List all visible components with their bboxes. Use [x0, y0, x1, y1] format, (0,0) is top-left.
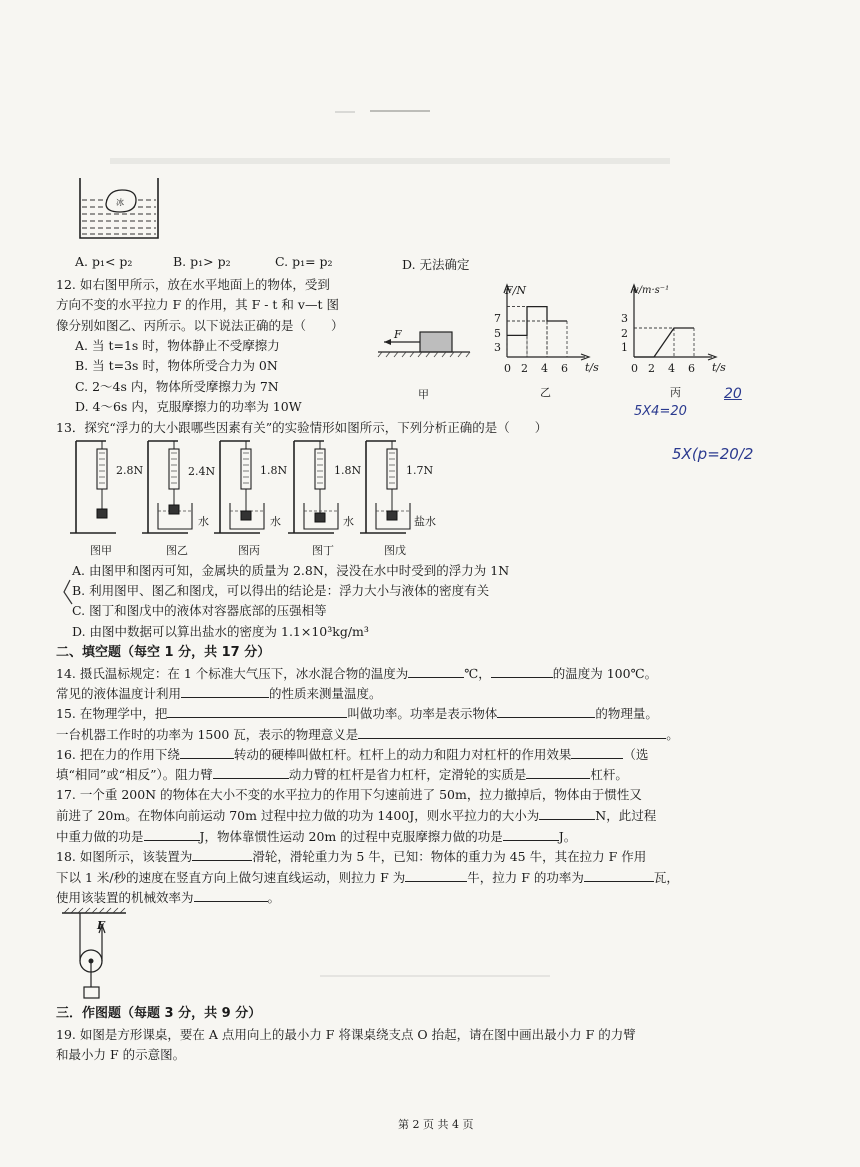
q17-text-3c: J。 — [558, 829, 577, 844]
q12-option-d: D. 4～6s 内，克服摩擦力的功率为 10W — [75, 399, 302, 414]
q18-text-3a: 使用该装置的机械效率为 — [56, 890, 194, 905]
answer-blank[interactable] — [571, 747, 623, 759]
yi-caption: 乙 — [540, 386, 551, 399]
q17-text-2b: N，此过程 — [595, 808, 657, 823]
answer-blank[interactable] — [358, 727, 666, 739]
metal-block — [241, 511, 251, 520]
bleed-mark — [110, 158, 670, 164]
pulley-force-label: F — [97, 919, 105, 932]
yi-xtick-6: 6 — [561, 362, 568, 375]
yi-xtick-2: 2 — [521, 362, 528, 375]
q18-line-2 — [56, 870, 679, 885]
answer-blank[interactable] — [144, 829, 200, 841]
q12-option-b: B. 当 t=3s 时，物体所受合力为 0N — [75, 358, 278, 373]
q15-text-1a: 15. 在物理学中，把 — [56, 706, 168, 721]
yi-ytick-3: 3 — [494, 341, 501, 354]
bleed-mark — [320, 975, 550, 977]
pulley-figure — [60, 907, 130, 1002]
yi-ytick-7: 7 — [494, 312, 501, 325]
q16-text-1b: 转动的硬棒叫做杠杆。杠杆上的动力和阻力对杠杆的作用效果 — [233, 747, 572, 762]
q18-text-2c: 瓦， — [653, 870, 679, 885]
answer-blank[interactable] — [503, 829, 559, 841]
liquid-ding: 水 — [343, 515, 354, 528]
q17-text-3a: 中重力做的功是 — [56, 829, 144, 844]
bing-xtick-2: 2 — [648, 362, 655, 375]
q14-text-2a: 常见的液体温度计利用 — [56, 686, 182, 701]
bleed-mark — [370, 110, 430, 112]
answer-blank[interactable] — [584, 870, 654, 882]
answer-blank[interactable] — [526, 767, 590, 779]
q15-text-2a: 一台机器工作时的功率为 1500 瓦，表示的物理意义是 — [56, 727, 359, 742]
q14-text-1a: 14. 摄氏温标规定：在 1 个标准大气压下，冰水混合物的温度为 — [56, 666, 409, 681]
bing-xtick-6: 6 — [688, 362, 695, 375]
answer-blank[interactable] — [213, 767, 289, 779]
q18-text-2b: 牛，拉力 F 的功率为 — [467, 870, 584, 885]
q13-stem: 13．探究“浮力的大小跟哪些因素有关”的实验情形如图所示，下列分析正确的是（ ） — [56, 420, 548, 435]
handwritten-check-mark — [60, 578, 76, 608]
q18-text-1b: 滑轮，滑轮重力为 5 牛，已知：物体的重力为 45 牛，其在拉力 F 作用 — [252, 849, 647, 864]
answer-blank[interactable] — [408, 666, 464, 678]
q15-text-2b: 。 — [666, 727, 679, 742]
metal-block — [97, 509, 107, 518]
bing-ytick-3: 3 — [621, 312, 628, 325]
bing-xtick-0: 0 — [631, 362, 638, 375]
liquid-yi: 水 — [198, 515, 209, 528]
handwritten-note: 5X(p=20/2 — [672, 445, 754, 463]
q17-line-2 — [56, 808, 656, 823]
fig-jia-block — [378, 330, 478, 360]
metal-block — [315, 513, 325, 522]
caption-jia: 图甲 — [90, 544, 112, 557]
section-2-title: 二、填空题（每空 1 分，共 17 分） — [56, 645, 271, 660]
q12-line-1: 12. 如右图甲所示，放在水平地面上的物体，受到 — [56, 277, 330, 292]
fig-jia-force-label: F — [394, 328, 402, 341]
answer-blank[interactable] — [497, 706, 595, 718]
q15-text-1c: 的物理量。 — [595, 706, 658, 721]
yi-ylabel: F/N — [505, 284, 526, 297]
q14-text-1c: 的温度为 100℃。 — [552, 666, 658, 681]
bing-ylabel: v/m·s⁻¹ — [633, 285, 670, 296]
reading-ding: 1.8N — [334, 464, 362, 477]
bing-xlabel: t/s — [712, 361, 726, 374]
answer-blank[interactable] — [194, 890, 268, 902]
q12-option-c: C. 2～4s 内，物体所受摩擦力为 7N — [75, 379, 279, 394]
q18-line-1 — [56, 849, 646, 864]
q16-line-2 — [56, 767, 628, 782]
answer-blank[interactable] — [167, 706, 347, 718]
q14-line-2 — [56, 686, 382, 701]
bing-caption: 丙 — [670, 386, 681, 399]
bleed-mark — [335, 111, 355, 113]
q12-option-a: A. 当 t=1s 时，物体静止不受摩擦力 — [75, 338, 280, 353]
q18-text-2a: 下以 1 米/秒的速度在竖直方向上做匀速直线运动，则拉力 F 为 — [56, 870, 406, 885]
answer-blank[interactable] — [192, 849, 252, 861]
q16-text-2a: 填“相同”或“相反”）。阻力臂 — [56, 767, 213, 782]
page-footer: 第 2 页 共 4 页 — [398, 1118, 474, 1131]
q19-line-1: 19. 如图是方形课桌，要在 A 点用向上的最小力 F 将课桌绕支点 O 抬起，请在图中画出最小力 F 的力臂 — [56, 1027, 636, 1042]
q16-text-2c: 杠杆。 — [590, 767, 628, 782]
q13-option-d: D. 由图中数据可以算出盐水的密度为 1.1×10³kg/m³ — [72, 624, 369, 639]
q18-text-3b: 。 — [267, 890, 281, 905]
q11-option-d: D. 无法确定 — [402, 257, 470, 272]
q14-line-1 — [56, 666, 657, 681]
q17-text-3b: J，物体靠惯性运动 20m 的过程中克服摩擦力做的功是 — [199, 829, 503, 844]
q18-text-1a: 18. 如图所示，该装置为 — [56, 849, 193, 864]
q13-option-b: B. 利用图甲、图乙和图戊，可以得出的结论是：浮力大小与液体的密度有关 — [72, 583, 490, 598]
q17-line-1: 17. 一个重 200N 的物体在大小不变的水平拉力的作用下匀速前进了 50m，拉力撤掉后，物体由于惯性又 — [56, 787, 642, 802]
caption-bing: 图丙 — [238, 544, 260, 557]
ice-label: 冰 — [116, 198, 124, 207]
yi-xlabel: t/s — [585, 361, 599, 374]
q16-text-1c: （选 — [623, 747, 649, 762]
liquid-bing: 水 — [270, 515, 281, 528]
beaker-figure — [78, 176, 168, 246]
bing-ytick-2: 2 — [621, 327, 628, 340]
reading-jia: 2.8N — [116, 464, 144, 477]
caption-ding: 图丁 — [312, 544, 334, 557]
q13-option-c: C. 图丁和图戊中的液体对容器底部的压强相等 — [72, 603, 327, 618]
q16-text-2b: 动力臂的杠杆是省力杠杆，定滑轮的实质是 — [288, 767, 527, 782]
q14-text-1b: ℃， — [464, 666, 491, 681]
reading-bing: 1.8N — [260, 464, 288, 477]
q15-text-1b: 叫做功率。功率是表示物体 — [347, 706, 498, 721]
answer-blank[interactable] — [180, 747, 234, 759]
q16-line-1 — [56, 747, 648, 762]
handwritten-note: 5X4=20 — [634, 404, 687, 419]
q15-line-1 — [56, 706, 658, 721]
answer-blank[interactable] — [405, 870, 467, 882]
q19-line-2: 和最小力 F 的示意图。 — [56, 1047, 186, 1062]
q15-line-2 — [56, 727, 679, 742]
handwritten-note: 20 — [724, 386, 742, 402]
q16-text-1a: 16. 把在力的作用下绕 — [56, 747, 180, 762]
yi-ytick-5: 5 — [494, 327, 501, 340]
q12-line-3: 像分别如图乙、丙所示。以下说法正确的是（ ） — [56, 318, 344, 333]
bing-series-line — [634, 328, 694, 357]
reading-wu: 1.7N — [406, 464, 434, 477]
answer-blank[interactable] — [181, 686, 269, 698]
q11-option-b: B. p₁> p₂ — [173, 254, 231, 269]
caption-wu: 图戊 — [384, 544, 406, 557]
q17-text-2a: 前进了 20m。在物体向前运动 70m 过程中拉力做的功为 1400J，则水平拉力的大小为 — [56, 808, 540, 823]
q18-line-3 — [56, 890, 280, 905]
q11-option-a: A. p₁< p₂ — [75, 254, 133, 269]
bing-ytick-1: 1 — [621, 341, 628, 354]
answer-blank[interactable] — [491, 666, 553, 678]
section-3-title: 三．作图题（每题 3 分，共 9 分） — [56, 1006, 262, 1021]
reading-yi: 2.4N — [188, 465, 216, 478]
bing-xtick-4: 4 — [668, 362, 675, 375]
answer-blank[interactable] — [539, 808, 595, 820]
q13-option-a: A. 由图甲和图丙可知，金属块的质量为 2.8N，浸没在水中时受到的浮力为 1N — [72, 563, 510, 578]
fig-jia-caption: 甲 — [418, 388, 429, 401]
caption-yi: 图乙 — [166, 544, 188, 557]
yi-xtick-0: 0 — [504, 362, 511, 375]
q14-text-2b: 的性质来测量温度。 — [269, 686, 382, 701]
q11-option-c: C. p₁= p₂ — [275, 254, 333, 269]
liquid-wu: 盐水 — [414, 515, 436, 528]
metal-block — [387, 511, 397, 520]
q12-line-2: 方向不变的水平拉力 F 的作用，其 F - t 和 v—t 图 — [56, 297, 339, 312]
metal-block — [169, 505, 179, 514]
yi-xtick-4: 4 — [541, 362, 548, 375]
q17-line-3 — [56, 829, 576, 844]
